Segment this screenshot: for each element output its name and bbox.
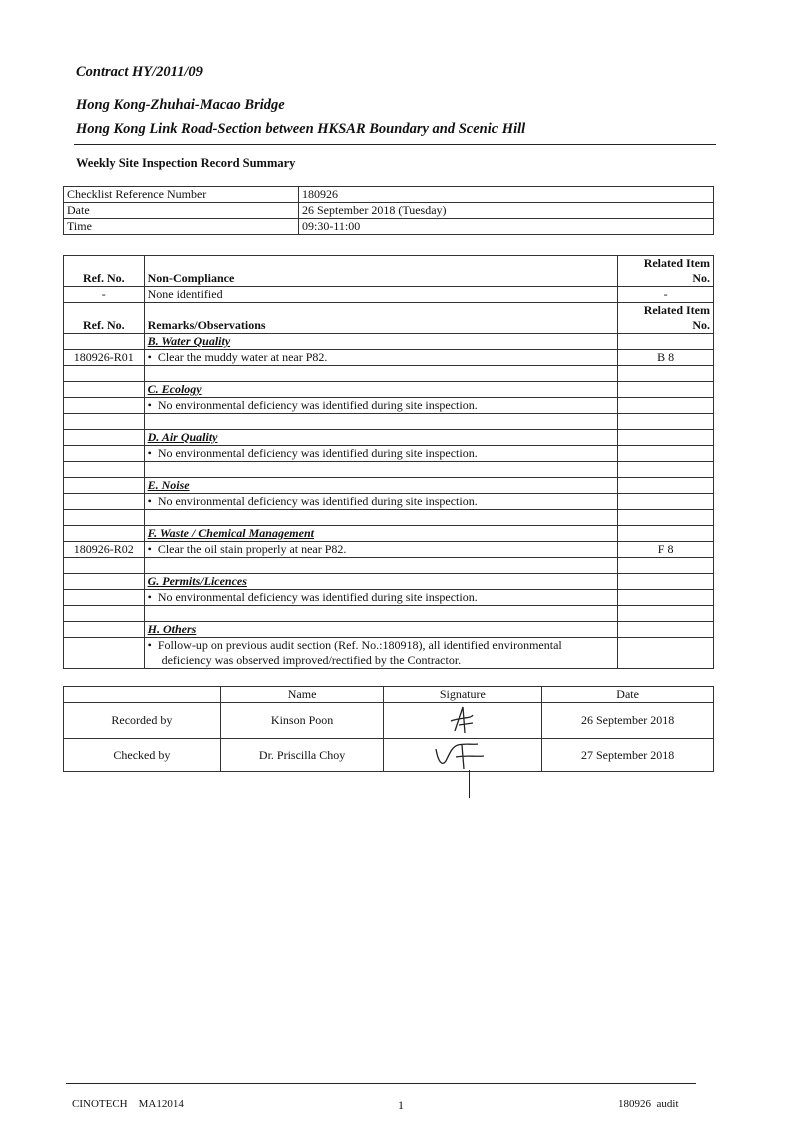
observation-ref (64, 398, 145, 414)
section-heading: G. Permits/Licences (144, 574, 618, 590)
nc-row (64, 287, 714, 303)
date-value: 26 September 2018 (Tuesday) (299, 203, 714, 219)
document-title: Weekly Site Inspection Record Summary (76, 156, 296, 170)
footer-divider (66, 1083, 696, 1084)
nc-ref: - (64, 287, 145, 303)
observation-text: • No environmental deficiency was identified during site inspection. (144, 398, 618, 414)
section-heading: C. Ecology (144, 382, 618, 398)
observation-row (64, 398, 714, 414)
others-text-line-1: • Follow-up on previous audit section (Ref. No.:180918), all identified environmental (148, 638, 562, 652)
date-label: Date (64, 203, 299, 219)
section-heading-row (64, 526, 714, 542)
observation-text: • No environmental deficiency was identified during site inspection. (144, 446, 618, 462)
signoff-table (63, 686, 714, 772)
remarks-ref-header: Ref. No. (64, 303, 145, 334)
observation-related (618, 494, 714, 510)
section-heading: D. Air Quality (144, 430, 618, 446)
observation-ref: 180926-R01 (64, 350, 145, 366)
project-section: Hong Kong Link Road-Section between HKSAR Boundary and Scenic Hill (76, 121, 526, 137)
section-heading-row (64, 478, 714, 494)
observation-row (64, 542, 714, 558)
related-item-no-label: No. (692, 271, 710, 285)
signoff-header-row (64, 687, 714, 703)
page-number: 1 (398, 1098, 404, 1112)
checklist-value: 180926 (299, 187, 714, 203)
remarks-header-row (64, 303, 714, 334)
observation-text: • Clear the oil stain properly at near P82. (144, 542, 618, 558)
remarks-related-header (618, 303, 714, 334)
recorder-name: Kinson Poon (220, 703, 384, 739)
project-name: Hong Kong-Zhuhai-Macao Bridge (76, 97, 285, 113)
observation-row (64, 446, 714, 462)
spacer-row (64, 414, 714, 430)
checklist-label: Checklist Reference Number (64, 187, 299, 203)
observation-related (618, 398, 714, 414)
checker-name: Dr. Priscilla Choy (220, 739, 384, 772)
checked-by-label: Checked by (64, 739, 221, 772)
section-heading-row (64, 574, 714, 590)
observation-ref (64, 494, 145, 510)
section-heading: F. Waste / Chemical Management (144, 526, 618, 542)
others-heading: H. Others (144, 622, 618, 638)
contract-number: Contract HY/2011/09 (76, 64, 203, 80)
header-divider (74, 144, 716, 145)
observations-table (63, 255, 714, 669)
spacer-row (64, 510, 714, 526)
ref-no-header: Ref. No. (64, 256, 145, 287)
section-heading: B. Water Quality (144, 334, 618, 350)
section-heading-row (64, 334, 714, 350)
related-item-header (618, 256, 714, 287)
others-text (144, 638, 618, 669)
observation-ref (64, 590, 145, 606)
time-label: Time (64, 219, 299, 235)
observation-text: • No environmental deficiency was identified during site inspection. (144, 590, 618, 606)
nc-related: - (618, 287, 714, 303)
others-text-line-2: deficiency was observed improved/rectified by the Contractor. (161, 653, 462, 667)
footer-left: CINOTECH MA12014 (72, 1098, 184, 1110)
section-heading-row (64, 622, 714, 638)
date-row (64, 203, 714, 219)
observation-row (64, 350, 714, 366)
time-row (64, 219, 714, 235)
non-compliance-header: Non-Compliance (144, 256, 618, 287)
recorded-date: 26 September 2018 (542, 703, 714, 739)
others-row (64, 638, 714, 669)
checked-by-row (64, 739, 714, 772)
observation-ref: 180926-R02 (64, 542, 145, 558)
section-heading-row (64, 430, 714, 446)
remarks-header: Remarks/Observations (144, 303, 618, 334)
signature-image (428, 739, 498, 771)
nc-header-row (64, 256, 714, 287)
related-item-label: Related Item (643, 303, 710, 317)
nc-text: None identified (144, 287, 618, 303)
date-header: Date (542, 687, 714, 703)
section-heading: E. Noise (144, 478, 618, 494)
recorder-signature (384, 703, 542, 739)
observation-text: • No environmental deficiency was identified during site inspection. (144, 494, 618, 510)
signature-image (433, 703, 493, 737)
checker-signature (384, 739, 542, 772)
signature-header: Signature (384, 687, 542, 703)
checked-date: 27 September 2018 (542, 739, 714, 772)
footer-right: 180926 audit (618, 1098, 679, 1110)
observation-related (618, 446, 714, 462)
observation-text: • Clear the muddy water at near P82. (144, 350, 618, 366)
spacer-row (64, 366, 714, 382)
observation-row (64, 494, 714, 510)
spacer-row (64, 558, 714, 574)
spacer-row (64, 606, 714, 622)
observation-related (618, 590, 714, 606)
signature-tail (469, 770, 470, 798)
checklist-row (64, 187, 714, 203)
name-header: Name (220, 687, 384, 703)
observation-related: F 8 (618, 542, 714, 558)
related-item-no-label: No. (692, 318, 710, 332)
observation-row (64, 590, 714, 606)
spacer-row (64, 462, 714, 478)
related-item-label: Related Item (643, 256, 710, 270)
time-value: 09:30-11:00 (299, 219, 714, 235)
section-heading-row (64, 382, 714, 398)
recorded-by-row (64, 703, 714, 739)
inspection-info-table (63, 186, 714, 235)
observation-ref (64, 446, 145, 462)
recorded-by-label: Recorded by (64, 703, 221, 739)
observation-related: B 8 (618, 350, 714, 366)
